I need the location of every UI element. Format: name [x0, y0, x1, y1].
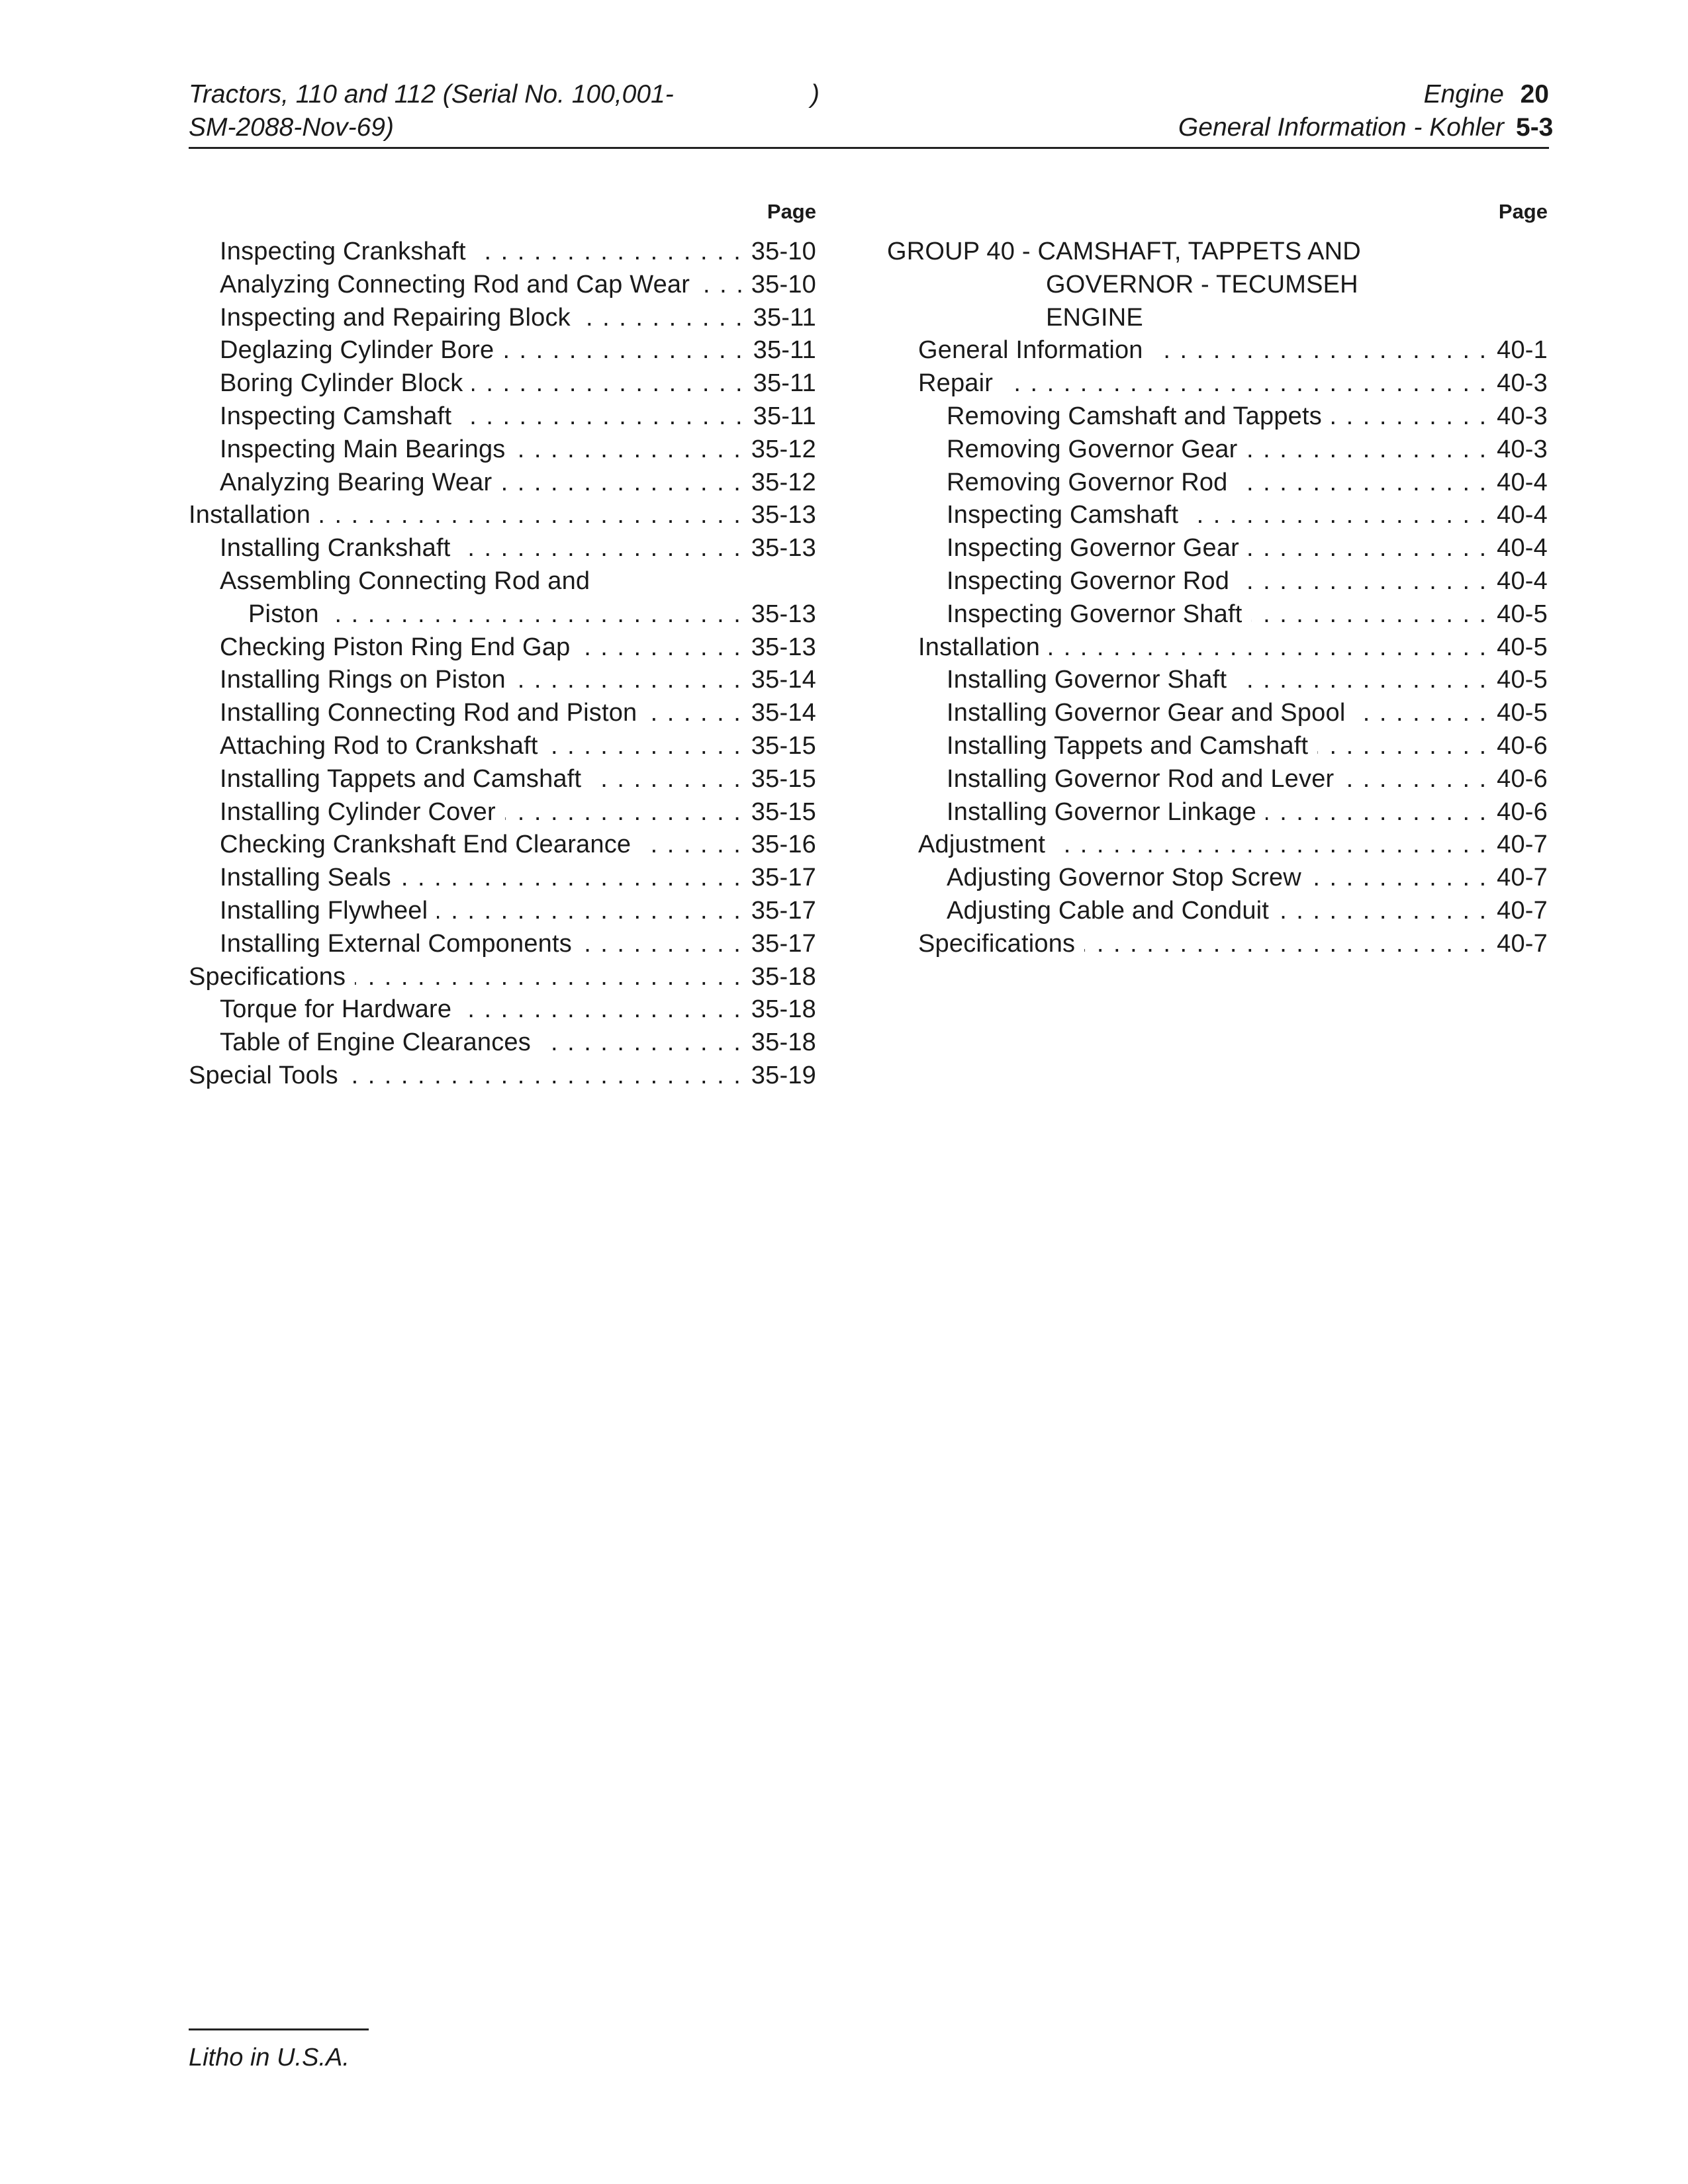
group-heading: GOVERNOR - TECUMSEH — [1046, 270, 1358, 298]
toc-entry-title: Piston — [248, 600, 319, 628]
toc-entry — [887, 862, 1548, 895]
toc-entry — [189, 1026, 816, 1060]
toc-entry-page: 40-5 — [1497, 666, 1548, 694]
toc-entry-page: 40-3 — [1497, 369, 1548, 398]
toc-entry-page: 35-13 — [751, 633, 816, 661]
toc-entry-page: 40-6 — [1497, 764, 1548, 793]
toc-entry-title: Installing Rings on Piston — [220, 666, 506, 694]
dot-leader — [1188, 499, 1487, 532]
dot-leader — [1354, 697, 1487, 730]
toc-entry-title: Installing Governor Rod and Lever — [947, 764, 1335, 793]
toc-entry-page: 40-7 — [1497, 896, 1548, 925]
toc-entry — [189, 269, 816, 302]
toc-entry — [887, 565, 1548, 598]
section-label: Engine — [1423, 80, 1504, 109]
toc-entry-page: 35-13 — [751, 534, 816, 563]
dot-leader — [646, 697, 741, 730]
toc-entry — [887, 664, 1548, 697]
dot-leader — [1084, 928, 1487, 961]
dot-leader — [1248, 532, 1487, 565]
toc-entry — [189, 467, 816, 500]
toc-entry — [887, 598, 1548, 631]
dot-leader — [1237, 467, 1488, 500]
toc-entry-page: 35-12 — [751, 435, 816, 463]
toc-entry-title: Installing External Components — [220, 929, 572, 958]
dot-leader — [696, 269, 745, 302]
dot-leader — [1246, 433, 1487, 467]
dot-leader — [640, 829, 742, 862]
toc-entry — [189, 730, 816, 763]
toc-section-entry — [887, 829, 1548, 862]
toc-entry-title: Inspecting Governor Gear — [947, 534, 1240, 563]
toc-entry — [189, 236, 816, 269]
dot-leader — [547, 730, 742, 763]
toc-entry-title: Inspecting Governor Rod — [947, 567, 1230, 595]
toc-entry-title: Analyzing Connecting Rod and Cap Wear — [220, 270, 690, 298]
dot-leader — [320, 499, 742, 532]
dot-leader — [348, 1060, 742, 1093]
toc-entry-title: Installing Crankshaft — [220, 534, 451, 563]
dot-leader — [514, 433, 741, 467]
dot-leader — [1331, 400, 1487, 433]
toc-entry — [189, 598, 816, 631]
toc-entry-page: 40-3 — [1497, 435, 1548, 463]
toc-entry — [189, 697, 816, 730]
toc-entry-page: 35-11 — [753, 336, 816, 365]
toc-entry — [189, 763, 816, 796]
dot-leader — [540, 1026, 742, 1060]
toc-entry — [189, 796, 816, 829]
toc-entry-page: 35-15 — [751, 764, 816, 793]
toc-entry-title: Boring Cylinder Block — [220, 369, 463, 398]
toc-entry-page: 35-16 — [751, 831, 816, 859]
toc-section-entry — [887, 928, 1548, 961]
dot-leader — [1152, 334, 1488, 367]
header-paren: ) — [811, 80, 820, 109]
toc-entry-page: 40-4 — [1497, 567, 1548, 595]
dot-leader — [475, 236, 742, 269]
dot-leader — [1002, 367, 1487, 400]
toc-entry-page: 40-4 — [1497, 501, 1548, 529]
toc-entry-title: Installing Tappets and Camshaft — [947, 731, 1309, 760]
group-row — [1178, 111, 1554, 144]
toc-entry-page: 40-7 — [1497, 929, 1548, 958]
toc-entry-page: 35-12 — [751, 468, 816, 496]
toc-entry — [887, 895, 1548, 928]
toc-entry-page: 40-1 — [1497, 336, 1548, 365]
toc-section-entry — [189, 961, 816, 994]
document-title-line2: SM-2088-Nov-69) — [189, 113, 394, 142]
toc-entry-title: Inspecting Camshaft — [947, 501, 1179, 529]
dot-leader — [503, 334, 743, 367]
toc-entry-page: 40-6 — [1497, 797, 1548, 826]
toc-entry-title: Torque for Hardware — [220, 995, 452, 1024]
toc-entry — [189, 302, 816, 335]
toc-entry — [189, 993, 816, 1026]
toc-entry-page: 40-4 — [1497, 534, 1548, 563]
toc-left-column — [189, 199, 816, 1093]
toc-entry-page: 40-5 — [1497, 633, 1548, 661]
dot-leader — [505, 796, 742, 829]
toc-section-entry — [189, 499, 816, 532]
toc-entry — [887, 499, 1548, 532]
toc-section-entry — [887, 367, 1548, 400]
toc-entry-title: Installation — [189, 501, 311, 529]
toc-entry — [189, 400, 816, 433]
section-number: 20 — [1520, 80, 1549, 109]
toc-entry-page: 35-18 — [751, 1028, 816, 1057]
toc-entry — [189, 928, 816, 961]
toc-entry-page: 35-11 — [753, 369, 816, 398]
toc-entry-title: Inspecting Governor Shaft — [947, 600, 1243, 628]
dot-leader — [580, 302, 744, 335]
dot-leader — [581, 928, 742, 961]
toc-entry-title: Repair — [918, 369, 994, 398]
dot-leader — [1049, 631, 1487, 664]
group-label: General Information - Kohler — [1178, 113, 1504, 142]
toc-entry — [189, 829, 816, 862]
toc-entry-title: Analyzing Bearing Wear — [220, 468, 492, 496]
dot-leader — [1311, 862, 1487, 895]
toc-entry-page: 35-18 — [751, 962, 816, 991]
toc-entry-page: 40-3 — [1497, 402, 1548, 430]
toc-entry — [887, 796, 1548, 829]
toc-entry-title: Adjustment — [918, 831, 1046, 859]
toc-entry-title: Installation — [918, 633, 1041, 661]
dot-leader — [1055, 829, 1487, 862]
toc-entry-title: Inspecting and Repairing Block — [220, 303, 571, 332]
toc-entry-title: Checking Crankshaft End Clearance — [220, 831, 632, 859]
toc-entry-title: Adjusting Cable and Conduit — [947, 896, 1270, 925]
toc-entry-title: Installing Governor Linkage — [947, 797, 1257, 826]
toc-entry-title: Installing Governor Shaft — [947, 666, 1227, 694]
page-number: 5-3 — [1516, 113, 1554, 142]
dot-leader — [328, 598, 742, 631]
toc-entry-page: 35-13 — [751, 501, 816, 529]
toc-entry-page: 35-17 — [751, 929, 816, 958]
toc-entry — [189, 532, 816, 565]
toc-entry-title: Adjusting Governor Stop Screw — [947, 864, 1301, 892]
toc-entry-title: Removing Governor Rod — [947, 468, 1228, 496]
toc-entry — [189, 367, 816, 400]
page-column-header: Page — [1498, 200, 1548, 223]
page-header — [189, 78, 1554, 151]
toc-entry-page: 35-17 — [751, 864, 816, 892]
document-title — [189, 78, 674, 144]
toc-entry-page: 35-17 — [751, 896, 816, 925]
toc-entry-title: Removing Governor Gear — [947, 435, 1238, 463]
toc-entry-page: 35-14 — [751, 699, 816, 727]
dot-leader — [501, 467, 741, 500]
toc-entry-page: 40-5 — [1497, 600, 1548, 628]
toc-entry-title: Installing Flywheel — [220, 896, 428, 925]
toc-entry-page: 35-15 — [751, 731, 816, 760]
toc-entry-title: Attaching Rod to Crankshaft — [220, 731, 538, 760]
toc-entry-title: Installing Tappets and Camshaft — [220, 764, 582, 793]
toc-entry — [887, 433, 1548, 467]
toc-entry-page: 35-19 — [751, 1061, 816, 1089]
toc-entry-page: 40-7 — [1497, 831, 1548, 859]
toc-right-column — [887, 199, 1548, 961]
dot-leader — [590, 763, 742, 796]
dot-leader — [1343, 763, 1487, 796]
toc-entry — [887, 730, 1548, 763]
toc-entry-title: Inspecting Crankshaft — [220, 238, 466, 265]
dot-leader — [1239, 565, 1487, 598]
toc-entry-title: Installing Seals — [220, 864, 391, 892]
toc-entry — [887, 763, 1548, 796]
toc-entry — [189, 664, 816, 697]
dot-leader — [1236, 664, 1487, 697]
dot-leader — [472, 367, 743, 400]
dot-leader — [400, 862, 742, 895]
page-column-header: Page — [767, 200, 816, 223]
section-row — [1178, 78, 1549, 111]
toc-entry-title: Deglazing Cylinder Bore — [220, 336, 494, 365]
dot-leader — [1266, 796, 1487, 829]
toc-entry-page: 40-5 — [1497, 699, 1548, 727]
toc-entry — [189, 631, 816, 664]
toc-section-entry — [887, 334, 1548, 367]
toc-entry-title: Inspecting Main Bearings — [220, 435, 506, 463]
toc-entry-title: Specifications — [918, 929, 1076, 958]
toc-entry-page: 35-10 — [751, 270, 816, 298]
toc-entry-title: Checking Piston Ring End Gap — [220, 633, 571, 661]
toc-entry-page: 35-18 — [751, 995, 816, 1024]
toc-entry — [887, 400, 1548, 433]
toc-entry-title: Installing Governor Gear and Spool — [947, 699, 1346, 727]
toc-entry-page: 40-4 — [1497, 468, 1548, 496]
toc-entry — [887, 697, 1548, 730]
toc-entry — [189, 862, 816, 895]
toc-entry-page: 35-11 — [753, 303, 816, 332]
toc-entry-title: Specifications — [189, 962, 346, 991]
section-reference — [1178, 78, 1554, 144]
dot-leader — [461, 993, 742, 1026]
dot-leader — [459, 532, 741, 565]
toc-section-entry — [887, 631, 1548, 664]
toc-entry-page: 35-11 — [753, 402, 816, 430]
toc-entry-title: Installing Connecting Rod and Piston — [220, 699, 637, 727]
toc-entry-page: 35-14 — [751, 666, 816, 694]
toc-entry — [887, 467, 1548, 500]
toc-entry-page: 35-13 — [751, 600, 816, 628]
toc-entry-title: Removing Camshaft and Tappets — [947, 402, 1322, 430]
toc-entry — [189, 334, 816, 367]
toc-entry-page: 40-6 — [1497, 731, 1548, 760]
toc-entry-title: Table of Engine Clearances — [220, 1028, 531, 1057]
dot-leader — [1251, 598, 1487, 631]
toc-entry-page: 40-7 — [1497, 864, 1548, 892]
dot-leader — [437, 895, 742, 928]
toc-entry-title: Installing Cylinder Cover — [220, 797, 496, 826]
dot-leader — [355, 961, 742, 994]
toc-entry — [189, 433, 816, 467]
toc-entry-page: 35-10 — [751, 238, 816, 265]
dot-leader — [1317, 730, 1487, 763]
dot-leader — [1278, 895, 1487, 928]
footer-rule — [189, 2028, 369, 2030]
document-title-line1: Tractors, 110 and 112 (Serial No. 100,001- — [189, 80, 674, 109]
group-heading: ENGINE — [1046, 303, 1143, 332]
printer-note: Litho in U.S.A. — [189, 2044, 350, 2071]
dot-leader — [461, 400, 743, 433]
toc-entry — [189, 895, 816, 928]
toc-entry — [887, 532, 1548, 565]
dot-leader — [579, 631, 741, 664]
header-rule — [189, 147, 1549, 149]
toc-entry-wrapped: Assembling Connecting Rod and — [220, 567, 590, 595]
toc-entry-page: 35-15 — [751, 797, 816, 826]
toc-section-entry — [189, 1060, 816, 1093]
toc-entry-title: Inspecting Camshaft — [220, 402, 452, 430]
group-heading: GROUP 40 - CAMSHAFT, TAPPETS AND — [887, 238, 1361, 265]
toc-entry-title: General Information — [918, 336, 1143, 365]
dot-leader — [515, 664, 742, 697]
toc-entry-title: Special Tools — [189, 1061, 338, 1089]
